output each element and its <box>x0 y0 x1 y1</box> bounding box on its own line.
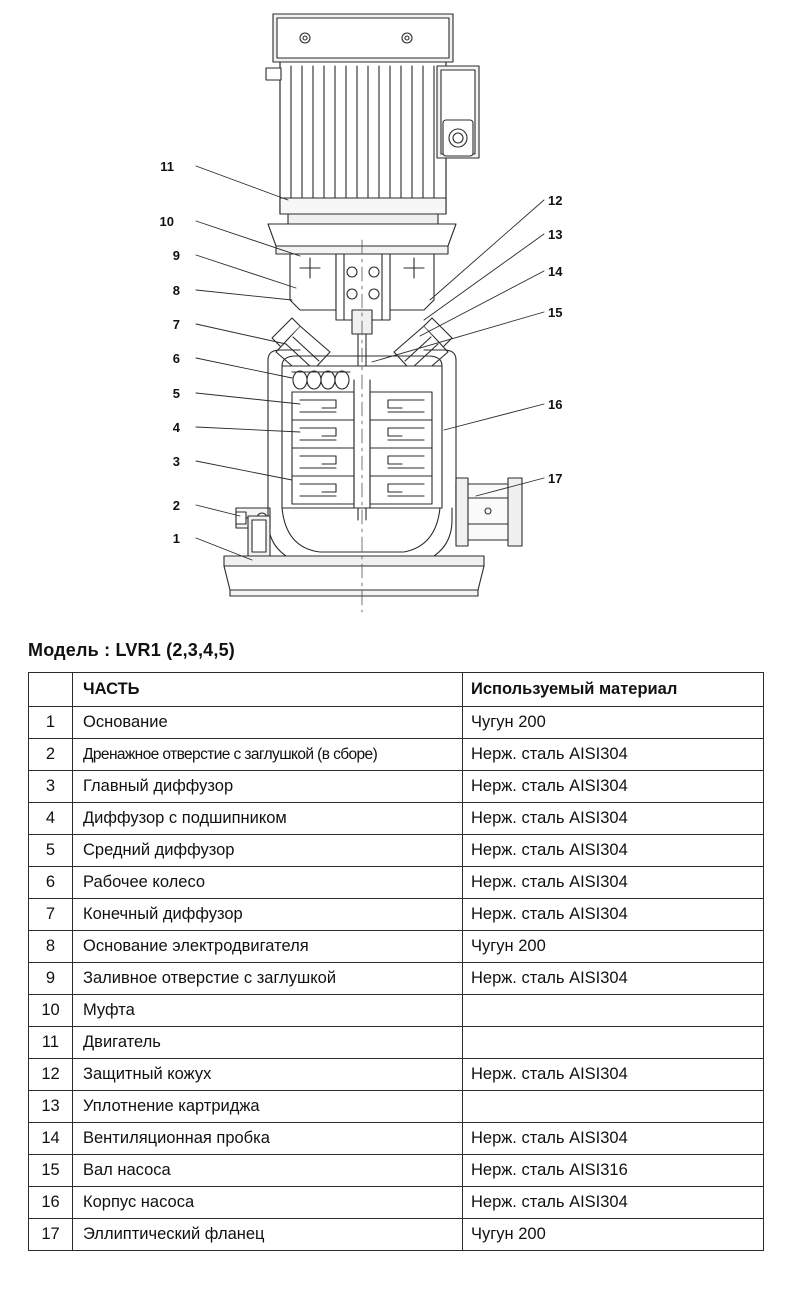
motor-top-cap <box>273 14 453 62</box>
cell-number: 2 <box>29 739 73 771</box>
motor-body <box>266 62 446 214</box>
pump-sectional-diagram <box>0 0 789 620</box>
table-row <box>29 1027 764 1059</box>
cell-part: Муфта <box>73 995 463 1027</box>
svg-text:4: 4 <box>172 420 180 435</box>
cell-material: Нерж. сталь AISI304 <box>463 739 764 771</box>
cell-material: Чугун 200 <box>463 707 764 739</box>
svg-text:6: 6 <box>172 351 180 366</box>
cell-material: Нерж. сталь AISI304 <box>463 1187 764 1219</box>
cell-material: Чугун 200 <box>463 931 764 963</box>
cell-number: 13 <box>29 1091 73 1123</box>
cell-number: 14 <box>29 1123 73 1155</box>
table-row <box>29 803 764 835</box>
cell-part: Дренажное отверстие с заглушкой (в сборе) <box>73 739 463 771</box>
svg-text:7: 7 <box>172 317 180 332</box>
pump-base <box>224 556 484 596</box>
table-row <box>29 707 764 739</box>
cell-material: Нерж. сталь AISI304 <box>463 803 764 835</box>
cell-number: 9 <box>29 963 73 995</box>
cell-material <box>463 1027 764 1059</box>
svg-text:3: 3 <box>172 454 180 469</box>
table-row <box>29 867 764 899</box>
cell-part: Вентиляционная пробка <box>73 1123 463 1155</box>
table-row <box>29 931 764 963</box>
table-header-row <box>29 673 764 707</box>
table-body <box>29 707 764 1251</box>
cell-number: 4 <box>29 803 73 835</box>
cell-part: Двигатель <box>73 1027 463 1059</box>
cell-part: Средний диффузор <box>73 835 463 867</box>
terminal-box <box>437 66 479 158</box>
header-number <box>29 673 73 707</box>
cell-number: 12 <box>29 1059 73 1091</box>
cell-material: Чугун 200 <box>463 1219 764 1251</box>
table-row <box>29 1219 764 1251</box>
cell-number: 1 <box>29 707 73 739</box>
svg-text:10: 10 <box>159 214 174 229</box>
cell-number: 15 <box>29 1155 73 1187</box>
cell-material <box>463 1091 764 1123</box>
table-row <box>29 835 764 867</box>
cell-number: 16 <box>29 1187 73 1219</box>
table-row <box>29 1123 764 1155</box>
table-row <box>29 1155 764 1187</box>
cell-part: Основание электродвигателя <box>73 931 463 963</box>
cell-material: Нерж. сталь AISI304 <box>463 771 764 803</box>
svg-text:12: 12 <box>548 193 563 208</box>
cell-part: Основание <box>73 707 463 739</box>
cell-number: 5 <box>29 835 73 867</box>
svg-text:15: 15 <box>548 305 563 320</box>
table-row <box>29 995 764 1027</box>
cell-material: Нерж. сталь AISI304 <box>463 1123 764 1155</box>
svg-text:5: 5 <box>172 386 180 401</box>
cell-material: Нерж. сталь AISI316 <box>463 1155 764 1187</box>
table-row <box>29 771 764 803</box>
pump-drawing-svg <box>0 0 789 620</box>
cell-material: Нерж. сталь AISI304 <box>463 1059 764 1091</box>
svg-text:2: 2 <box>172 498 180 513</box>
table-row <box>29 1059 764 1091</box>
svg-text:16: 16 <box>548 397 563 412</box>
cell-material: Нерж. сталь AISI304 <box>463 963 764 995</box>
cell-number: 10 <box>29 995 73 1027</box>
table-row <box>29 1091 764 1123</box>
cell-number: 7 <box>29 899 73 931</box>
table-row <box>29 899 764 931</box>
cell-part: Уплотнение картриджа <box>73 1091 463 1123</box>
header-part: ЧАСТЬ <box>73 673 463 707</box>
cell-part: Защитный кожух <box>73 1059 463 1091</box>
cell-part: Вал насоса <box>73 1155 463 1187</box>
svg-text:13: 13 <box>548 227 563 242</box>
cell-part: Заливное отверстие с заглушкой <box>73 963 463 995</box>
cell-number: 8 <box>29 931 73 963</box>
cell-material: Нерж. сталь AISI304 <box>463 899 764 931</box>
svg-text:17: 17 <box>548 471 563 486</box>
cell-material: Нерж. сталь AISI304 <box>463 867 764 899</box>
cell-part: Корпус насоса <box>73 1187 463 1219</box>
cell-number: 11 <box>29 1027 73 1059</box>
table-row <box>29 739 764 771</box>
svg-text:9: 9 <box>172 248 180 263</box>
cell-number: 17 <box>29 1219 73 1251</box>
cell-material <box>463 995 764 1027</box>
header-material: Используемый материал <box>463 673 764 707</box>
table-row <box>29 1187 764 1219</box>
cell-part: Диффузор с подшипником <box>73 803 463 835</box>
cell-number: 6 <box>29 867 73 899</box>
cell-part: Рабочее колесо <box>73 867 463 899</box>
svg-text:11: 11 <box>160 159 174 174</box>
elliptic-flange-right <box>456 478 522 546</box>
table-row <box>29 963 764 995</box>
parts-table <box>28 672 764 1251</box>
cell-material: Нерж. сталь AISI304 <box>463 835 764 867</box>
model-title: Модель : LVR1 (2,3,4,5) <box>28 640 235 660</box>
cell-number: 3 <box>29 771 73 803</box>
cell-part: Главный диффузор <box>73 771 463 803</box>
cell-part: Эллиптический фланец <box>73 1219 463 1251</box>
svg-text:1: 1 <box>172 531 180 546</box>
svg-text:14: 14 <box>548 264 563 279</box>
svg-text:8: 8 <box>172 283 180 298</box>
cell-part: Конечный диффузор <box>73 899 463 931</box>
